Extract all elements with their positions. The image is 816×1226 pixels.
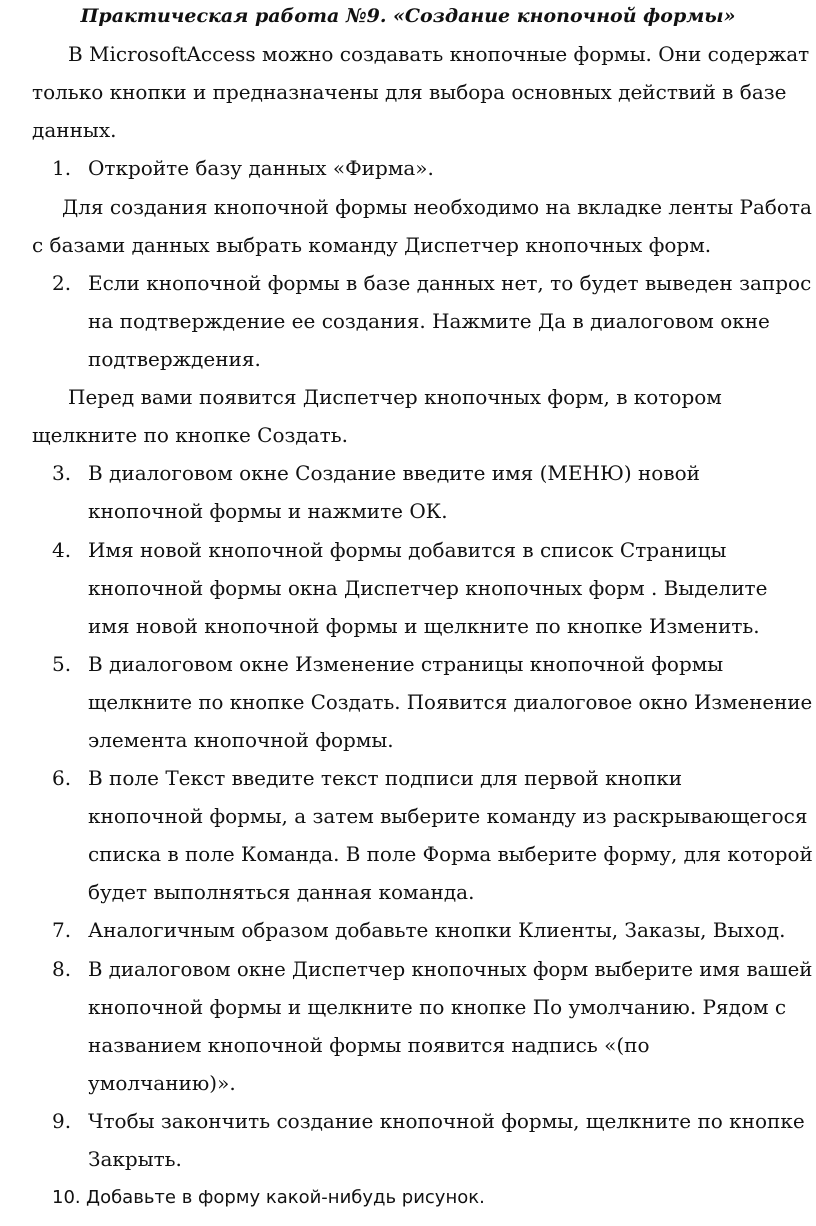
step-7-number: 7. (52, 918, 72, 942)
step-4-line-3: имя новой кнопочной формы и щелкните по кнопке Изменить. (88, 614, 760, 638)
step-1-line-1: Откройте базу данных «Фирма». (88, 156, 434, 180)
step-8-line-2: кнопочной формы и щелкните по кнопке По умолчанию. Рядом с (88, 995, 787, 1019)
page-title: Практическая работа №9. «Создание кнопочной формы» (80, 5, 736, 27)
step-9-line-2: Закрыть. (88, 1147, 182, 1171)
step-10-line-1: Добавьте в форму какой-нибудь рисунок. (86, 1187, 485, 1208)
step-6-line-4: будет выполняться данная команда. (88, 880, 475, 904)
step-9-line-1: Чтобы закончить создание кнопочной формы, щелкните по кнопке (88, 1109, 805, 1133)
intro-line-3: данных. (32, 118, 117, 142)
step-3-number: 3. (52, 461, 72, 485)
step-2-number: 2. (52, 271, 72, 295)
step-2-line-3: подтверждения. (88, 347, 261, 371)
intro-line-1: В MicrosoftAccess можно создавать кнопочные формы. Они содержат (68, 42, 810, 66)
step-5-line-1: В диалоговом окне Изменение страницы кнопочной формы (88, 652, 724, 676)
step-2-line-2: на подтверждение ее создания. Нажмите Да в диалоговом окне (88, 309, 770, 333)
step-6-line-2: кнопочной формы, а затем выберите команду из раскрывающегося (88, 804, 808, 828)
step-9-number: 9. (52, 1109, 72, 1133)
step-2-line-1: Если кнопочной формы в базе данных нет, то будет выведен запрос (88, 271, 812, 295)
step-6-line-1: В поле Текст введите текст подписи для первой кнопки (88, 766, 683, 790)
step-6-number: 6. (52, 766, 72, 790)
note-1-line-2: с базами данных выбрать команду Диспетчер кнопочных форм. (32, 233, 712, 257)
step-6-line-3: списка в поле Команда. В поле Форма выберите форму, для которой (88, 842, 813, 866)
step-3-line-2: кнопочной формы и нажмите ОК. (88, 499, 448, 523)
step-10-number: 10. (52, 1187, 81, 1208)
step-4-line-1: Имя новой кнопочной формы добавится в список Страницы (88, 538, 727, 562)
step-5-line-2: щелкните по кнопке Создать. Появится диалоговое окно Изменение (88, 690, 813, 714)
note-2-line-1: Перед вами появится Диспетчер кнопочных форм, в котором (68, 385, 722, 409)
step-4-number: 4. (52, 538, 72, 562)
step-8-line-3: названием кнопочной формы появится надпись «(по (88, 1033, 650, 1057)
step-8-number: 8. (52, 957, 72, 981)
step-4-line-2: кнопочной формы окна Диспетчер кнопочных форм . Выделите (88, 576, 768, 600)
intro-line-2: только кнопки и предназначены для выбора основных действий в базе (32, 80, 787, 104)
step-3-line-1: В диалоговом окне Создание введите имя (МЕНЮ) новой (88, 461, 700, 485)
step-7-line-1: Аналогичным образом добавьте кнопки Клиенты, Заказы, Выход. (88, 918, 786, 942)
step-5-line-3: элемента кнопочной формы. (88, 728, 394, 752)
step-8-line-4: умолчанию)». (88, 1071, 236, 1095)
step-5-number: 5. (52, 652, 72, 676)
step-8-line-1: В диалоговом окне Диспетчер кнопочных форм выберите имя вашей (88, 957, 813, 981)
note-1-line-1: Для создания кнопочной формы необходимо на вкладке ленты Работа (62, 195, 812, 219)
step-1-number: 1. (52, 156, 72, 180)
note-2-line-2: щелкните по кнопке Создать. (32, 423, 348, 447)
